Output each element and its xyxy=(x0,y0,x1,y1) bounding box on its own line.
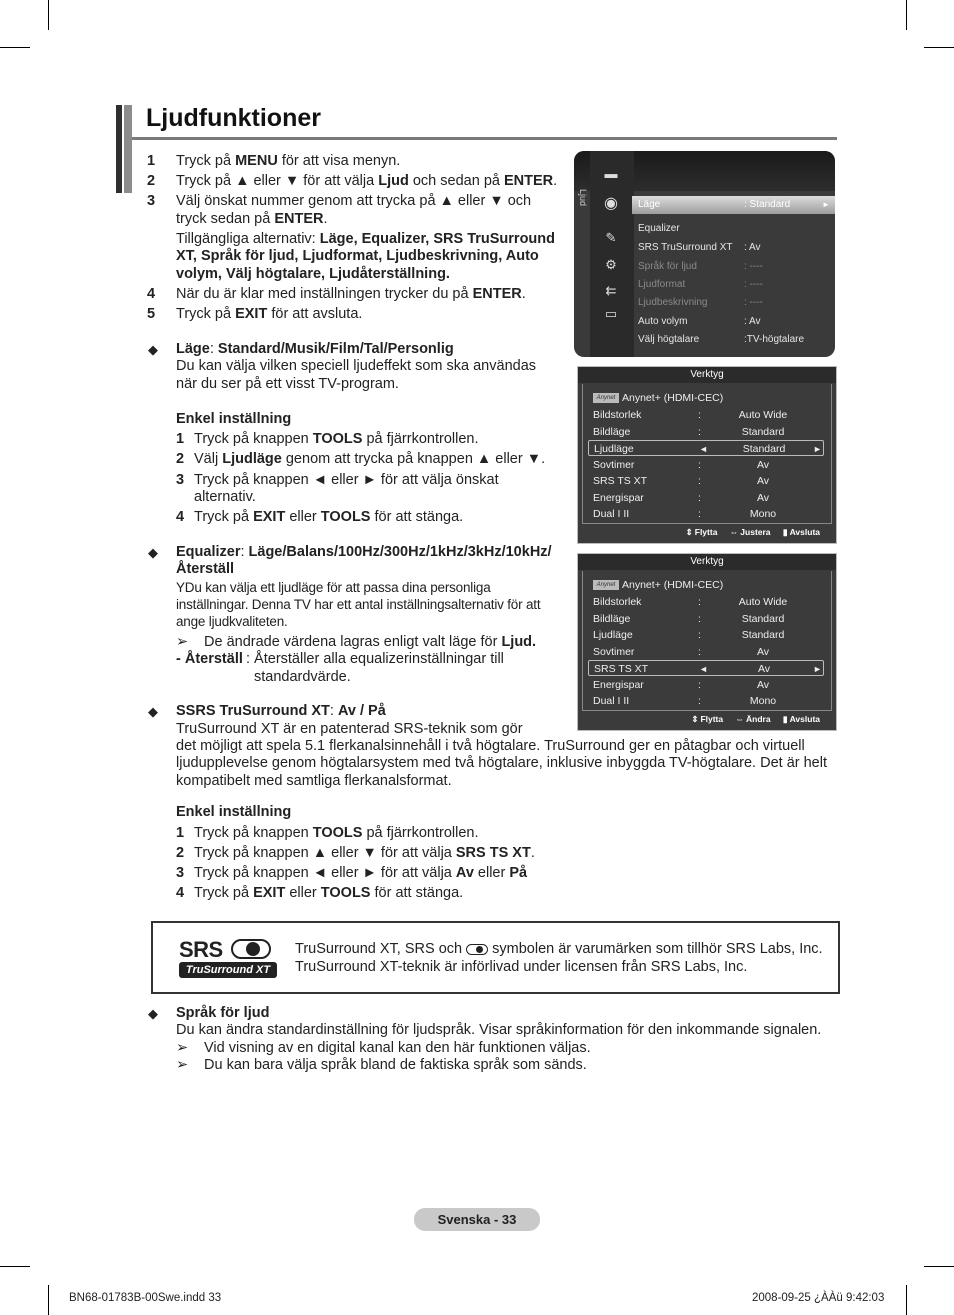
tools-item-value: Standard xyxy=(741,426,785,438)
trademark-text: TruSurround XT, SRS och xyxy=(295,941,463,957)
step-number: 3 xyxy=(176,865,185,881)
footer-hint: Justera xyxy=(740,527,771,537)
section-heading: Läge: Standard/Musik/Film/Tal/Personlig xyxy=(176,341,454,357)
section-desc: ljudupplevelse genom högtalarsystem med två högtalare, inklusive inbyggda TV-högtalare. Det är helt xyxy=(176,755,827,771)
section-desc: när du ser på ett visst TV-program. xyxy=(176,376,399,392)
step-text: Tryck på knappen ◄ eller ► för att välja Av eller På xyxy=(194,865,528,881)
tools-menu-footer xyxy=(676,527,820,538)
subheading: Enkel inställning xyxy=(176,804,292,820)
exit-icon: ▮ xyxy=(782,527,788,537)
note-arrow-icon: ➢ xyxy=(176,1057,189,1073)
bullet-diamond-icon: ◆ xyxy=(148,704,158,719)
menu-item-value: : Av xyxy=(744,316,761,327)
tools-menu-header: Verktyg xyxy=(578,367,836,383)
crop-mark xyxy=(0,1266,30,1267)
crop-mark xyxy=(924,47,954,48)
anynet-row[interactable] xyxy=(593,390,723,406)
tools-item-label: Ljudläge xyxy=(593,629,633,641)
step-text: Välj önskat nummer genom att trycka på ▲ eller ▼ och xyxy=(176,193,532,209)
menu-item[interactable] xyxy=(638,313,834,331)
section-heading: Återställ xyxy=(176,561,235,577)
reset-desc: : Återställer alla equalizerinställningar till xyxy=(246,651,504,667)
section-desc: YDu kan välja ett ljudläge för att passa dina personliga xyxy=(176,580,491,595)
footer-date: 2008-09-25 ¿ÀÀü 9:42:03 xyxy=(752,1292,885,1304)
tools-item-label: Sovtimer xyxy=(593,459,635,471)
bullet-diamond-icon: ◆ xyxy=(148,545,158,560)
tools-item-label: Ljudläge xyxy=(594,443,634,455)
footer-hint: Flytta xyxy=(700,714,724,724)
tools-menu-header: Verktyg xyxy=(578,554,836,570)
crop-mark xyxy=(906,0,907,30)
crop-mark xyxy=(924,1266,954,1267)
footer-file: BN68-01783B-00Swe.indd 33 xyxy=(69,1292,222,1304)
step-number: 3 xyxy=(147,193,156,209)
srs-trademark-box xyxy=(151,921,840,994)
arrow-left-icon: ◄ xyxy=(699,664,708,674)
menu-item-label: Ljudformat xyxy=(638,279,686,290)
tools-item-value: Mono xyxy=(749,508,777,520)
bullet-diamond-icon: ◆ xyxy=(148,1006,158,1021)
trademark-line: TruSurround XT-teknik är införlivad under licensen från SRS Labs, Inc. xyxy=(295,959,748,975)
adjust-icon: ⇔ xyxy=(735,714,744,724)
step-number: 1 xyxy=(147,153,156,169)
section-heading: Equalizer: Läge/Balans/100Hz/300Hz/1kHz/3kHz/10kHz/ xyxy=(176,544,552,560)
tools-item-label: SRS TS XT xyxy=(593,475,648,487)
step-text: Tryck på EXIT eller TOOLS för att stänga. xyxy=(194,509,464,525)
tools-menu-item[interactable] xyxy=(588,440,824,456)
step-number: 1 xyxy=(176,825,185,841)
crop-mark xyxy=(0,47,30,48)
step-number: 4 xyxy=(147,286,156,302)
menu-item-value: : ---- xyxy=(744,279,763,290)
exit-icon: ▮ xyxy=(782,714,788,724)
note-text: Vid visning av en digital kanal kan den här funktionen väljas. xyxy=(204,1040,591,1056)
tools-menu-item[interactable] xyxy=(593,473,827,489)
picture-icon: ▬ xyxy=(604,166,618,181)
title-rule xyxy=(132,137,837,140)
menu-item[interactable] xyxy=(638,294,834,312)
tools-item-colon: : xyxy=(698,409,701,421)
tools-item-value: Standard xyxy=(742,443,786,455)
tv-sound-menu xyxy=(574,151,835,357)
step-number: 2 xyxy=(176,451,185,467)
note-arrow-icon: ➢ xyxy=(176,634,189,650)
step-text: Tryck på MENU för att visa menyn. xyxy=(176,153,401,169)
input-icon: ⇇ xyxy=(605,283,617,298)
step-number: 4 xyxy=(176,885,185,901)
tools-item-colon: : xyxy=(698,613,701,625)
tools-item-value: Auto Wide xyxy=(738,596,788,608)
section-desc: Du kan ändra standardinställning för ljudspråk. Visar språkinformation för den inkommande signalen. xyxy=(176,1022,822,1038)
step-number: 2 xyxy=(176,845,185,861)
tools-item-label: Energispar xyxy=(593,492,644,504)
step-text: Tryck på EXIT eller TOOLS för att stänga. xyxy=(194,885,464,901)
anynet-label: Anynet+ (HDMI-CEC) xyxy=(622,392,724,404)
anynet-row[interactable] xyxy=(593,577,723,593)
step-text: volym, Välj högtalare, Ljudåterställning. xyxy=(176,266,450,282)
menu-item[interactable] xyxy=(638,220,834,238)
bullet-diamond-icon: ◆ xyxy=(148,342,158,357)
step-text: Tryck på ▲ eller ▼ för att välja Ljud och sedan på ENTER. xyxy=(176,173,558,189)
footer-hint: Flytta xyxy=(694,527,718,537)
tools-item-colon: : xyxy=(698,459,701,471)
footer-hint: Avsluta xyxy=(789,527,820,537)
arrow-right-icon: ► xyxy=(822,200,830,209)
anynet-logo-icon: Anynet xyxy=(593,580,619,590)
tools-menu-item[interactable] xyxy=(593,644,827,660)
tools-item-colon: : xyxy=(698,629,701,641)
arrow-right-icon: ► xyxy=(813,664,822,674)
tools-item-label: Sovtimer xyxy=(593,646,635,658)
trademark-text: symbolen är varumärken som tillhör SRS Labs, Inc. xyxy=(492,941,823,957)
step-number: 1 xyxy=(176,431,185,447)
tools-item-value: Standard xyxy=(741,629,785,641)
tools-item-value: Av xyxy=(756,679,770,691)
section-desc: Du kan välja vilken speciell ljudeffekt som ska användas xyxy=(176,358,537,374)
tools-menu-item[interactable] xyxy=(593,407,827,423)
move-icon: ⇕ xyxy=(685,527,693,537)
crop-mark xyxy=(48,0,49,30)
menu-item-label: Läge xyxy=(638,199,661,210)
page-number-pill: Svenska - 33 xyxy=(414,1208,540,1231)
tools-menu-item[interactable] xyxy=(593,677,827,693)
menu-item-value: : Standard xyxy=(744,199,791,210)
tools-item-colon: : xyxy=(698,426,701,438)
step-text: Tryck på knappen ◄ eller ► för att välja önskat xyxy=(194,472,499,488)
crop-mark xyxy=(48,1285,49,1315)
tools-item-label: Bildläge xyxy=(593,426,631,438)
menu-side-label: Ljud xyxy=(578,189,588,207)
tools-item-colon: : xyxy=(698,695,701,707)
srs-logo xyxy=(179,937,279,979)
adjust-icon: ⇔ xyxy=(729,527,739,537)
menu-item-value: : Av xyxy=(744,242,761,253)
tools-item-label: Bildläge xyxy=(593,613,631,625)
menu-item-value: :TV-högtalare xyxy=(744,334,805,345)
arrow-right-icon: ► xyxy=(813,444,822,454)
tools-item-colon: : xyxy=(698,646,701,658)
tools-item-value: Av xyxy=(756,492,770,504)
tools-item-colon: : xyxy=(698,596,701,608)
sound-icon: ◉ xyxy=(604,195,618,212)
step-text: Tryck på knappen TOOLS på fjärrkontrollen. xyxy=(194,825,479,841)
reset-desc: standardvärde. xyxy=(254,669,351,685)
channel-icon: ✎ xyxy=(605,230,617,245)
tools-menu-item[interactable] xyxy=(593,424,827,440)
section-desc: det möjligt att spela 5.1 flerkanalsinnehåll i två högtalare. TruSurround ger en påtagbar och virtuell xyxy=(176,738,805,754)
application-icon: ▭ xyxy=(604,306,618,321)
section-desc: TruSurround XT är en patenterad SRS-teknik som gör xyxy=(176,721,523,737)
tools-item-colon: : xyxy=(698,492,701,504)
srs-symbol-icon xyxy=(466,944,488,955)
crop-mark xyxy=(906,1285,907,1315)
menu-item-label: SRS TruSurround XT xyxy=(638,242,733,253)
tools-item-label: Energispar xyxy=(593,679,644,691)
page-title: Ljudfunktioner xyxy=(146,104,321,132)
subheading: Enkel inställning xyxy=(176,411,292,427)
tools-menu-footer xyxy=(681,714,820,725)
note-text: Du kan bara välja språk bland de faktiska språk som sänds. xyxy=(204,1057,587,1073)
tools-menu-panel-1 xyxy=(577,366,837,544)
tools-item-value: Standard xyxy=(741,613,785,625)
step-text: Tryck på EXIT för att avsluta. xyxy=(176,306,363,322)
step-text: Tillgängliga alternativ: Läge, Equalizer, SRS TruSurround xyxy=(176,231,555,247)
menu-item-label: Ljudbeskrivning xyxy=(638,297,708,308)
tools-item-colon: : xyxy=(698,508,701,520)
tools-item-value: Av xyxy=(756,459,770,471)
note-arrow-icon: ➢ xyxy=(176,1040,189,1056)
tools-item-label: Bildstorlek xyxy=(593,596,642,608)
tools-menu-item[interactable] xyxy=(593,457,827,473)
footer-hint: Ändra xyxy=(745,714,771,724)
tools-menu-item[interactable] xyxy=(588,660,824,676)
section-heading: SSRS TruSurround XT: Av / På xyxy=(176,703,386,719)
title-accent-bar xyxy=(124,105,132,193)
tools-item-value: Av xyxy=(756,475,770,487)
tools-menu-item[interactable] xyxy=(593,594,827,610)
menu-item-label: Språk för ljud xyxy=(638,261,697,272)
anynet-logo-icon: Anynet xyxy=(593,393,619,403)
tools-item-value: Mono xyxy=(749,695,777,707)
step-text: Tryck på knappen ▲ eller ▼ för att välja SRS TS XT. xyxy=(194,845,535,861)
step-number: 4 xyxy=(176,509,185,525)
tools-menu-item[interactable] xyxy=(593,490,827,506)
step-text: alternativ. xyxy=(194,489,256,505)
step-text: XT, Språk för ljud, Ljudformat, Ljudbeskrivning, Auto xyxy=(176,248,539,264)
section-desc: inställningar. Denna TV har ett antal inställningsalternativ för att xyxy=(176,597,541,612)
section-heading: Språk för ljud xyxy=(176,1005,270,1021)
tools-menu-item[interactable] xyxy=(593,627,827,643)
reset-label: - Återställ xyxy=(176,651,243,667)
section-desc: kompatibelt med samtliga flerkanalsformat. xyxy=(176,773,452,789)
step-number: 5 xyxy=(147,306,156,322)
title-accent-bar xyxy=(116,105,122,193)
srs-logo-band: TruSurround XT xyxy=(179,962,277,978)
menu-item-value: : ---- xyxy=(744,261,763,272)
step-text: När du är klar med inställningen trycker du på ENTER. xyxy=(176,286,526,302)
tools-item-colon: : xyxy=(698,679,701,691)
tools-item-label: Dual I II xyxy=(593,695,630,707)
tools-item-colon: : xyxy=(698,475,701,487)
step-number: 3 xyxy=(176,472,185,488)
step-number: 2 xyxy=(147,173,156,189)
tools-item-value: Auto Wide xyxy=(738,409,788,421)
trademark-line xyxy=(295,941,823,958)
menu-item[interactable] xyxy=(638,258,834,276)
menu-item-label: Välj högtalare xyxy=(638,334,700,345)
tools-menu-item[interactable] xyxy=(593,693,827,709)
section-desc: ange ljudkvaliteten. xyxy=(176,614,288,629)
menu-item[interactable] xyxy=(638,331,834,349)
tools-item-value: Av xyxy=(757,663,771,675)
tools-item-label: SRS TS XT xyxy=(594,663,649,675)
menu-item-label: Equalizer xyxy=(638,223,680,234)
srs-logo-word: SRS xyxy=(179,937,223,962)
tools-menu-item[interactable] xyxy=(593,506,827,522)
setup-gear-icon: ⚙ xyxy=(605,257,617,272)
step-text: Välj Ljudläge genom att trycka på knappen ▲ eller ▼. xyxy=(194,451,546,467)
note-text: De ändrade värdena lagras enligt valt läge för Ljud. xyxy=(204,634,537,650)
step-text: tryck sedan på ENTER. xyxy=(176,211,328,227)
menu-item[interactable] xyxy=(632,196,835,214)
footer-hint: Avsluta xyxy=(789,714,820,724)
arrow-left-icon: ◄ xyxy=(699,444,708,454)
step-text: Tryck på knappen TOOLS på fjärrkontrollen. xyxy=(194,431,479,447)
menu-item-value: : ---- xyxy=(744,297,763,308)
anynet-label: Anynet+ (HDMI-CEC) xyxy=(622,579,724,591)
menu-item[interactable] xyxy=(638,276,834,294)
tools-item-value: Av xyxy=(756,646,770,658)
move-icon: ⇕ xyxy=(691,714,699,724)
menu-item-label: Auto volym xyxy=(638,316,688,327)
srs-logo-dot xyxy=(246,942,260,956)
menu-icon-column xyxy=(590,151,634,357)
tools-menu-item[interactable] xyxy=(593,611,827,627)
menu-item[interactable] xyxy=(638,239,834,257)
tools-item-label: Dual I II xyxy=(593,508,630,520)
tools-menu-panel-2 xyxy=(577,553,837,731)
tools-item-label: Bildstorlek xyxy=(593,409,642,421)
